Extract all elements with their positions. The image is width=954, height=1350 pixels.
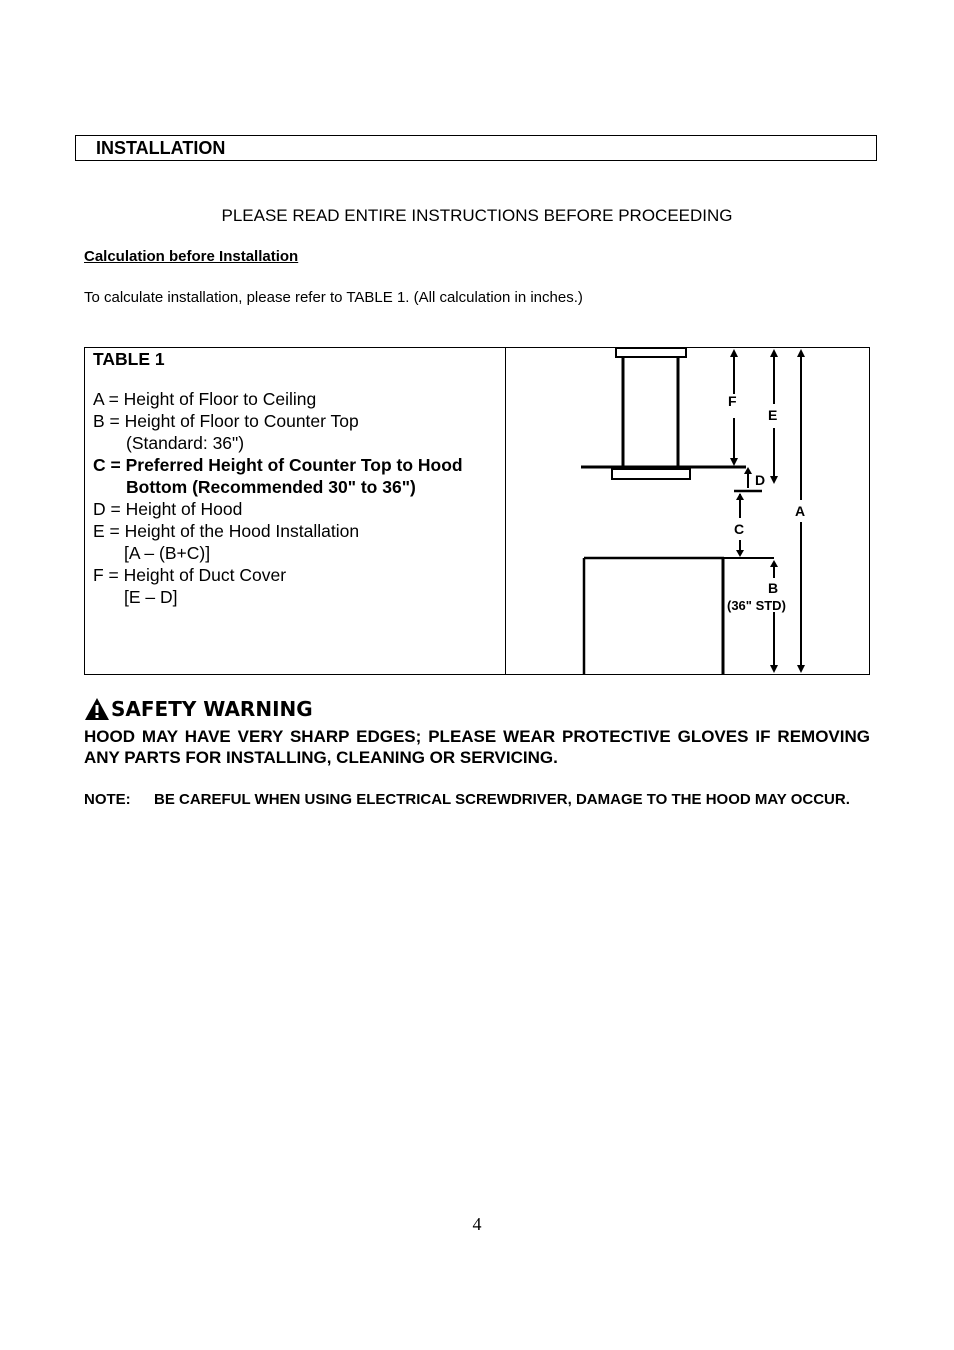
diagram-label-c: C xyxy=(734,521,745,537)
legend-b: B = Height of Floor to Counter Top xyxy=(93,411,359,431)
legend-c: C = Preferred Height of Counter Top to Hood xyxy=(93,455,463,475)
warning-triangle-icon xyxy=(84,697,110,721)
legend-e-formula: [A – (B+C)] xyxy=(124,543,211,563)
f-arrow-up xyxy=(730,349,738,357)
dimension-lines xyxy=(734,352,801,670)
a-arrow-down xyxy=(797,665,805,673)
safety-warning-heading xyxy=(84,697,313,721)
hood-bottom xyxy=(612,469,690,479)
legend-c-continued: Bottom (Recommended 30" to 36") xyxy=(126,477,416,497)
legend-d: D = Height of Hood xyxy=(93,499,243,519)
f-arrow-down xyxy=(730,458,738,466)
diagram-label-a: A xyxy=(795,503,806,519)
legend-a: A = Height of Floor to Ceiling xyxy=(93,389,317,409)
c-arrow-down xyxy=(736,550,744,557)
diagram-label-e: E xyxy=(768,407,778,423)
duct-cover-top xyxy=(616,348,686,357)
legend-f: F = Height of Duct Cover xyxy=(93,565,287,585)
e-arrow-up xyxy=(770,349,778,357)
note-label: NOTE: xyxy=(84,791,131,808)
diagram-label-d: D xyxy=(755,472,766,488)
hood-drawing xyxy=(581,348,774,674)
table-1 xyxy=(84,347,870,675)
safety-warning-text: HOOD MAY HAVE VERY SHARP EDGES; PLEASE WEAR PROTECTIVE GLOVES IF REMOVING ANY PARTS FOR INSTALLING, CLEANING OR SERVICING. xyxy=(84,727,870,767)
a-arrow-up xyxy=(797,349,805,357)
legend-b-standard: (Standard: 36") xyxy=(126,433,245,453)
hood-diagram-svg xyxy=(506,348,870,674)
section-header xyxy=(75,135,877,161)
diagram-label-b-std: (36" STD) xyxy=(727,598,786,613)
c-arrow-up xyxy=(736,493,744,500)
hood-dimension-diagram xyxy=(506,348,870,674)
note-text: BE CAREFUL WHEN USING ELECTRICAL SCREWDRIVER, DAMAGE TO THE HOOD MAY OCCUR. xyxy=(154,791,850,808)
b-arrow-down xyxy=(770,665,778,673)
diagram-label-f: F xyxy=(728,393,737,409)
safety-warning-title: SAFETY WARNING xyxy=(111,697,313,721)
calculation-heading: Calculation before Installation xyxy=(84,248,299,265)
legend-e: E = Height of the Hood Installation xyxy=(93,521,360,541)
table-title: TABLE 1 xyxy=(93,349,165,369)
diagram-label-b: B xyxy=(768,580,779,596)
section-title: INSTALLATION xyxy=(96,138,226,158)
legend-f-formula: [E – D] xyxy=(124,587,178,607)
calculation-intro: To calculate installation, please refer to TABLE 1. (All calculation in inches.) xyxy=(84,289,583,306)
table-1-legend xyxy=(93,348,498,608)
read-instructions-notice: PLEASE READ ENTIRE INSTRUCTIONS BEFORE PROCEEDING xyxy=(221,206,733,225)
b-arrow-up xyxy=(770,560,778,567)
page-number: 4 xyxy=(472,1214,482,1234)
e-arrow-down xyxy=(770,476,778,484)
arrowheads xyxy=(730,349,805,673)
